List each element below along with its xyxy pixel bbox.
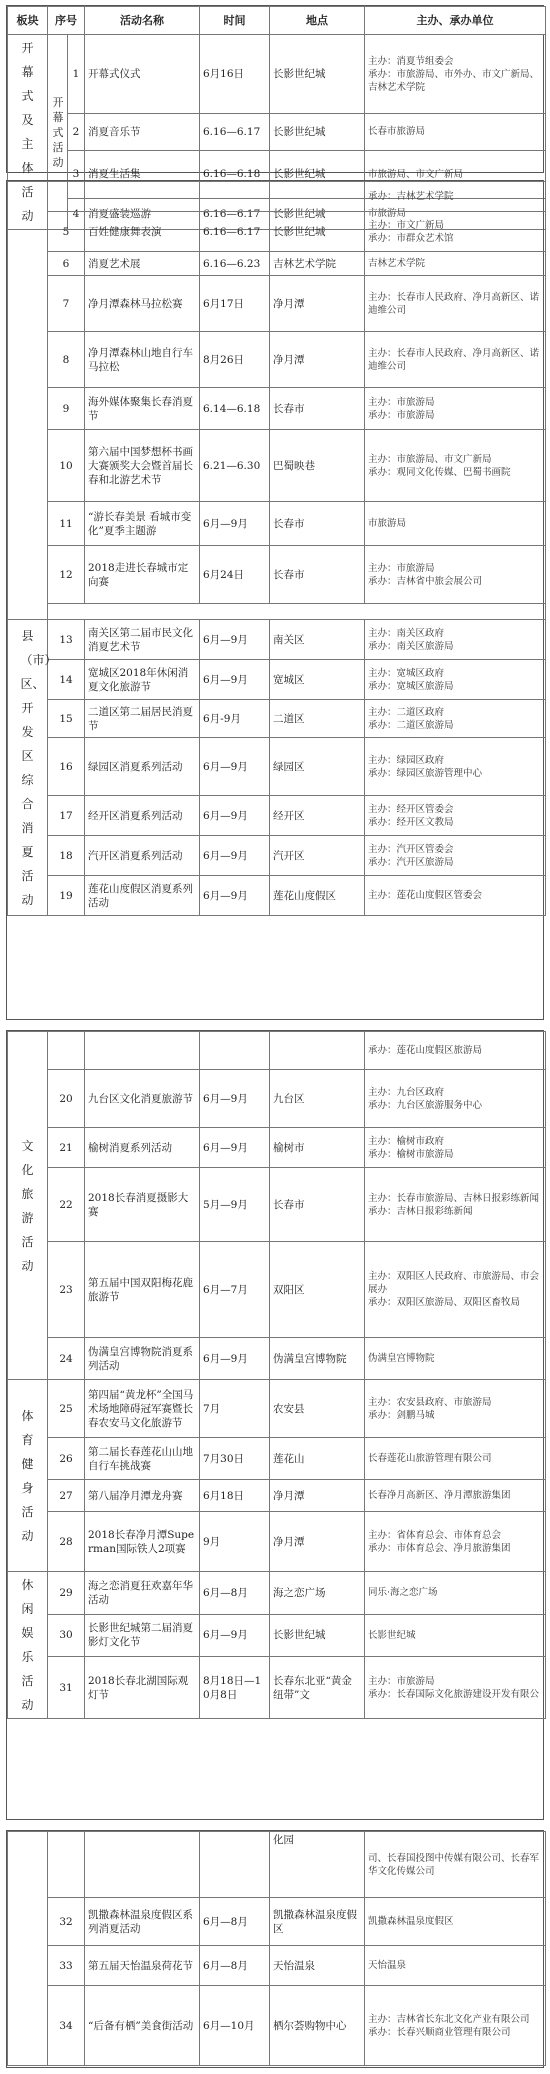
row-number: 19	[48, 876, 85, 916]
activity-time: 6月—9月	[200, 620, 270, 660]
activity-time: 6月—9月	[200, 836, 270, 876]
activity-time: 5月—9月	[200, 1168, 270, 1242]
activity-org: 长影世纪城	[365, 1614, 546, 1657]
table-row	[8, 1128, 546, 1168]
activity-name: 净月潭森林马拉松赛	[85, 276, 200, 332]
activity-place: 九台区	[270, 1070, 365, 1128]
activity-org: 主办：市旅游局 承办：长春国际文化旅游建设开发有限公	[365, 1657, 546, 1719]
row-number: 8	[48, 332, 85, 388]
row-number: 33	[48, 1946, 85, 1986]
table-row	[8, 502, 546, 546]
table-row	[8, 1338, 546, 1380]
activity-time: 6.16—6.17	[200, 114, 270, 151]
activity-org: 凯撒森林温泉度假区	[365, 1898, 546, 1946]
activity-name: 第四届“黄龙杯”全国马术场地障碍冠军赛暨长春农安马文化旅游节	[85, 1380, 200, 1438]
activity-org: 市旅游局、市文广新局	[365, 150, 546, 198]
row-number: 12	[48, 546, 85, 604]
activity-place: 伪满皇宫博物院	[270, 1338, 365, 1380]
activity-name: 第六届中国梦想杯书画大赛颁奖大会暨首届长春和北游艺术节	[85, 430, 200, 502]
activity-name: 九台区文化消夏旅游节	[85, 1070, 200, 1128]
activity-org: 主办：南关区政府 承办：南关区旅游局	[365, 620, 546, 660]
row-number: 3	[68, 150, 85, 198]
table-row	[8, 1657, 546, 1719]
activity-name: 汽开区消夏系列活动	[85, 836, 200, 876]
activity-place: 化园	[270, 1832, 365, 1898]
section-label: 开幕式及主体活动	[8, 35, 48, 230]
activity-place: 长春市	[270, 546, 365, 604]
activity-place: 凯撒森林温泉度假区	[270, 1898, 365, 1946]
activity-name: 绿园区消夏系列活动	[85, 738, 200, 796]
header-name: 活动名称	[85, 7, 200, 35]
activity-place: 榆树市	[270, 1128, 365, 1168]
activity-place: 栖尔荟购物中心	[270, 1986, 365, 2066]
activity-place: 经开区	[270, 796, 365, 836]
activity-time: 6月—9月	[200, 738, 270, 796]
section-label: 休闲娱乐活动	[8, 1572, 48, 1719]
activity-place: 绿园区	[270, 738, 365, 796]
activity-org: 主办：吉林省长东北文化产业有限公司 承办：长春兴顺商业管理有限公司	[365, 1986, 546, 2066]
activity-name: 2018长春北湖国际观灯节	[85, 1657, 200, 1719]
row-number	[48, 1032, 85, 1070]
row-number: 1	[68, 35, 85, 114]
activity-time: 6月—10月	[200, 1986, 270, 2066]
activity-org: 长春市旅游局	[365, 114, 546, 151]
table-row	[8, 620, 546, 660]
header-place: 地点	[270, 7, 365, 35]
activity-name	[85, 182, 200, 212]
row-number: 9	[48, 388, 85, 430]
activity-name: 宽城区2018年休闲消夏文化旅游节	[85, 660, 200, 700]
table-row	[8, 738, 546, 796]
activity-org: 同乐·海之恋广场	[365, 1572, 546, 1615]
row-number: 24	[48, 1338, 85, 1380]
activity-org: 主办：经开区管委会 承办：经开区文教局	[365, 796, 546, 836]
activity-name: 消夏艺术展	[85, 252, 200, 276]
activity-time: 6月—9月	[200, 796, 270, 836]
activity-time: 6月—8月	[200, 1572, 270, 1615]
activity-name: 第五届中国双阳梅花鹿旅游节	[85, 1242, 200, 1338]
activity-place: 莲花山度假区	[270, 876, 365, 916]
table-row	[8, 212, 546, 252]
row-number: 20	[48, 1070, 85, 1128]
activity-time: 7月	[200, 1380, 270, 1438]
activity-org: 长春莲花山旅游管理有限公司	[365, 1438, 546, 1480]
row-number: 7	[48, 276, 85, 332]
activity-name: “后备有栖”美食街活动	[85, 1986, 200, 2066]
row-number: 15	[48, 700, 85, 738]
activity-place: 净月潭	[270, 1512, 365, 1572]
activity-place: 天怡温泉	[270, 1946, 365, 1986]
activity-org: 主办：莲花山度假区管委会	[365, 876, 546, 916]
activity-org: 主办：绿园区政府 承办：绿园区旅游管理中心	[365, 738, 546, 796]
row-number: 16	[48, 738, 85, 796]
activity-name: 第五届天怡温泉荷花节	[85, 1946, 200, 1986]
activity-org: 主办：市旅游局 承办：吉林省中旅会展公司	[365, 546, 546, 604]
row-number	[48, 1832, 85, 1898]
activity-name: 百姓健康舞表演	[85, 212, 200, 252]
table-row	[8, 796, 546, 836]
header-no: 序号	[48, 7, 85, 35]
activity-name: 榆树消夏系列活动	[85, 1128, 200, 1168]
activity-org: 吉林艺术学院	[365, 252, 546, 276]
table-row	[8, 876, 546, 916]
activity-place	[270, 1032, 365, 1070]
activity-place: 吉林艺术学院	[270, 252, 365, 276]
activity-org: 主办：榆树市政府 承办：榆树市旅游局	[365, 1128, 546, 1168]
activity-org: 主办：市旅游局、市文广新局 承办：观同文化传媒、巴蜀书画院	[365, 430, 546, 502]
activity-name: 南关区第二届市民文化消夏艺术节	[85, 620, 200, 660]
activity-time	[200, 1832, 270, 1898]
activity-org: 主办：长春市人民政府、净月高新区、诺迪维公司	[365, 332, 546, 388]
activity-org: 主办：农安县政府、市旅游局 承办：剑鹏马城	[365, 1380, 546, 1438]
activity-place: 长影世纪城	[270, 198, 365, 229]
table-row	[8, 276, 546, 332]
activity-place: 长影世纪城	[270, 212, 365, 252]
table-row	[8, 1832, 546, 1898]
row-number: 32	[48, 1898, 85, 1946]
activity-name: 消夏生活集	[85, 150, 200, 198]
activity-time: 6.21—6.30	[200, 430, 270, 502]
activity-time: 6.16—6.17	[200, 212, 270, 252]
row-number: 25	[48, 1380, 85, 1438]
activity-place: 二道区	[270, 700, 365, 738]
activity-place: 净月潭	[270, 332, 365, 388]
table-row	[8, 252, 546, 276]
activity-place: 汽开区	[270, 836, 365, 876]
row-number: 22	[48, 1168, 85, 1242]
activity-place: 长春市	[270, 388, 365, 430]
row-number: 21	[48, 1128, 85, 1168]
activity-time: 8月18日—10月8日	[200, 1657, 270, 1719]
activity-name: 第二届长春莲花山山地自行车挑战赛	[85, 1438, 200, 1480]
section-label: 县（市）区、开发区综合消夏活动	[8, 620, 48, 916]
activity-time: 6月18日	[200, 1480, 270, 1512]
table-row	[8, 182, 546, 212]
activity-name: 二道区第二届居民消夏节	[85, 700, 200, 738]
activity-name: 海外媒体聚集长春消夏节	[85, 388, 200, 430]
activity-time: 6月—9月	[200, 1338, 270, 1380]
activity-name	[85, 1032, 200, 1070]
events-table-4	[7, 1831, 546, 2066]
subsection-label: 开幕式活动	[48, 35, 68, 230]
activity-time: 6月—9月	[200, 1128, 270, 1168]
activity-time: 6.16—6.17	[200, 198, 270, 229]
table-row	[8, 1168, 546, 1242]
activity-org: 天怡温泉	[365, 1946, 546, 1986]
activity-time: 6月24日	[200, 546, 270, 604]
row-number: 11	[48, 502, 85, 546]
activity-org: 长春净月高新区、净月潭旅游集团	[365, 1480, 546, 1512]
row-number: 10	[48, 430, 85, 502]
events-table-3	[7, 1031, 546, 1719]
activity-time: 6月16日	[200, 35, 270, 114]
table-row	[8, 1438, 546, 1480]
row-number: 17	[48, 796, 85, 836]
activity-org: 主办：九台区政府 承办：九台区旅游服务中心	[365, 1070, 546, 1128]
activity-org: 伪满皇宫博物院	[365, 1338, 546, 1380]
section-label: 体育健身活动	[8, 1380, 48, 1572]
header-org: 主办、承办单位	[365, 7, 546, 35]
activity-place: 宽城区	[270, 660, 365, 700]
section-label	[8, 1832, 48, 2066]
activity-place: 海之恋广场	[270, 1572, 365, 1615]
activity-place: 农安县	[270, 1380, 365, 1438]
table-row	[8, 332, 546, 388]
table-row	[8, 836, 546, 876]
table-part-3	[6, 1030, 544, 1820]
table-row	[8, 1480, 546, 1512]
activity-time: 6月—9月	[200, 1614, 270, 1657]
spacer-cell	[48, 604, 546, 620]
table-row	[8, 700, 546, 738]
table-row	[8, 1380, 546, 1438]
row-number: 13	[48, 620, 85, 660]
activity-place: 巴蜀映巷	[270, 430, 365, 502]
activity-place: 长春市	[270, 1168, 365, 1242]
activity-place: 净月潭	[270, 1480, 365, 1512]
row-number: 5	[48, 212, 85, 252]
activity-place: 长春市	[270, 502, 365, 546]
table-row	[8, 1946, 546, 1986]
activity-place	[270, 182, 365, 212]
section-label: 文化旅游活动	[8, 1032, 48, 1380]
activity-name: 2018长春消夏摄影大赛	[85, 1168, 200, 1242]
table-part-2	[6, 180, 544, 1020]
activity-time: 6.16—6.23	[200, 252, 270, 276]
table-part-4	[6, 1830, 544, 2068]
activity-time: 8月26日	[200, 332, 270, 388]
activity-place: 长影世纪城	[270, 35, 365, 114]
table-row	[8, 1614, 546, 1657]
activity-place: 长影世纪城	[270, 150, 365, 198]
activity-org: 主办：汽开区管委会 承办：汽开区旅游局	[365, 836, 546, 876]
row-number: 27	[48, 1480, 85, 1512]
row-number: 29	[48, 1572, 85, 1615]
activity-name: 开幕式仪式	[85, 35, 200, 114]
activity-name: 凯撒森林温泉度假区系列消夏活动	[85, 1898, 200, 1946]
activity-time: 6.16—6.18	[200, 150, 270, 198]
activity-name: 长影世纪城第二届消夏影灯文化节	[85, 1614, 200, 1657]
activity-place: 长春东北亚“黄金纽带”文	[270, 1657, 365, 1719]
table-row	[8, 1242, 546, 1338]
activity-time: 6月—9月	[200, 1070, 270, 1128]
activity-time: 6月—8月	[200, 1898, 270, 1946]
row-number: 4	[68, 198, 85, 229]
activity-org: 主办：双阳区人民政府、市旅游局、市会展办 承办：双阳区旅游局、双阳区畜牧局	[365, 1242, 546, 1338]
table-row	[8, 1512, 546, 1572]
table-row	[8, 1070, 546, 1128]
activity-place: 南关区	[270, 620, 365, 660]
row-number: 6	[48, 252, 85, 276]
row-number: 30	[48, 1614, 85, 1657]
activity-time: 6月—9月	[200, 876, 270, 916]
activity-place: 长影世纪城	[270, 114, 365, 151]
activity-name: 经开区消夏系列活动	[85, 796, 200, 836]
activity-time: 7月30日	[200, 1438, 270, 1480]
table-row	[8, 1572, 546, 1615]
row-number: 31	[48, 1657, 85, 1719]
activity-name: 海之恋消夏狂欢嘉年华活动	[85, 1572, 200, 1615]
table-row	[8, 1986, 546, 2066]
row-number: 28	[48, 1512, 85, 1572]
table-row	[8, 388, 546, 430]
header-time: 时间	[200, 7, 270, 35]
activity-time: 6月—9月	[200, 660, 270, 700]
activity-org: 主办：消夏节组委会 承办：市旅游局、市外办、市文广新局、吉林艺术学院	[365, 35, 546, 114]
activity-org: 司、长春国投图中传媒有限公司、长春军华文化传媒公司	[365, 1832, 546, 1898]
row-number: 23	[48, 1242, 85, 1338]
events-table-2	[7, 181, 546, 916]
activity-time: 6月17日	[200, 276, 270, 332]
activity-org: 主办：长春市人民政府、净月高新区、诺迪维公司	[365, 276, 546, 332]
activity-name: 消夏音乐节	[85, 114, 200, 151]
activity-name: 莲花山度假区消夏系列活动	[85, 876, 200, 916]
activity-name: 2018长春净月潭Superman国际铁人2项赛	[85, 1512, 200, 1572]
activity-name: 消夏盛装巡游	[85, 198, 200, 229]
activity-name: 2018走进长春城市定向赛	[85, 546, 200, 604]
activity-time: 6.14—6.18	[200, 388, 270, 430]
table-row	[8, 546, 546, 604]
activity-org: 主办：二道区政府 承办：二道区旅游局	[365, 700, 546, 738]
activity-org: 承办：吉林艺术学院	[365, 182, 546, 212]
spacer-row	[8, 604, 546, 620]
activity-org: 主办：长春市旅游局、吉林日报彩练新闻 承办：吉林日报彩练新闻	[365, 1168, 546, 1242]
activity-org: 主办：省体育总会、市体育总会 承办：市体育总会、净月旅游集团	[365, 1512, 546, 1572]
activity-name: 伪满皇宫博物院消夏系列活动	[85, 1338, 200, 1380]
activity-place: 净月潭	[270, 276, 365, 332]
activity-org: 主办：市旅游局 承办：市旅游局	[365, 388, 546, 430]
activity-org: 市旅游局	[365, 502, 546, 546]
table-row	[8, 1032, 546, 1070]
activity-org: 承办：莲花山度假区旅游局	[365, 1032, 546, 1070]
activity-place: 莲花山	[270, 1438, 365, 1480]
section-label	[8, 182, 48, 620]
activity-time: 6月-9月	[200, 700, 270, 738]
activity-org: 市旅游局	[365, 198, 546, 229]
activity-org: 主办：市文广新局 承办：市群众艺术馆	[365, 212, 546, 252]
activity-time	[200, 182, 270, 212]
header-section: 板块	[8, 7, 48, 35]
activity-time	[200, 1032, 270, 1070]
activity-name	[85, 1832, 200, 1898]
table-row	[8, 114, 546, 151]
activity-name: 净月潭森林山地自行车马拉松	[85, 332, 200, 388]
activity-time: 9月	[200, 1512, 270, 1572]
header-row	[8, 7, 546, 35]
activity-org: 主办：宽城区政府 承办：宽城区旅游局	[365, 660, 546, 700]
row-number: 26	[48, 1438, 85, 1480]
activity-name: 第八届净月潭龙舟赛	[85, 1480, 200, 1512]
row-number: 14	[48, 660, 85, 700]
row-number: 2	[68, 114, 85, 151]
table-row	[8, 1898, 546, 1946]
activity-place: 双阳区	[270, 1242, 365, 1338]
activity-time: 6月—7月	[200, 1242, 270, 1338]
activity-place: 长影世纪城	[270, 1614, 365, 1657]
row-number	[48, 182, 85, 212]
row-number: 18	[48, 836, 85, 876]
row-number: 34	[48, 1986, 85, 2066]
activity-name: “游长春美景 看城市变化”夏季主题游	[85, 502, 200, 546]
table-row	[8, 430, 546, 502]
activity-time: 6月—9月	[200, 502, 270, 546]
table-row	[8, 35, 546, 114]
table-row	[8, 660, 546, 700]
activity-time: 6月—8月	[200, 1946, 270, 1986]
